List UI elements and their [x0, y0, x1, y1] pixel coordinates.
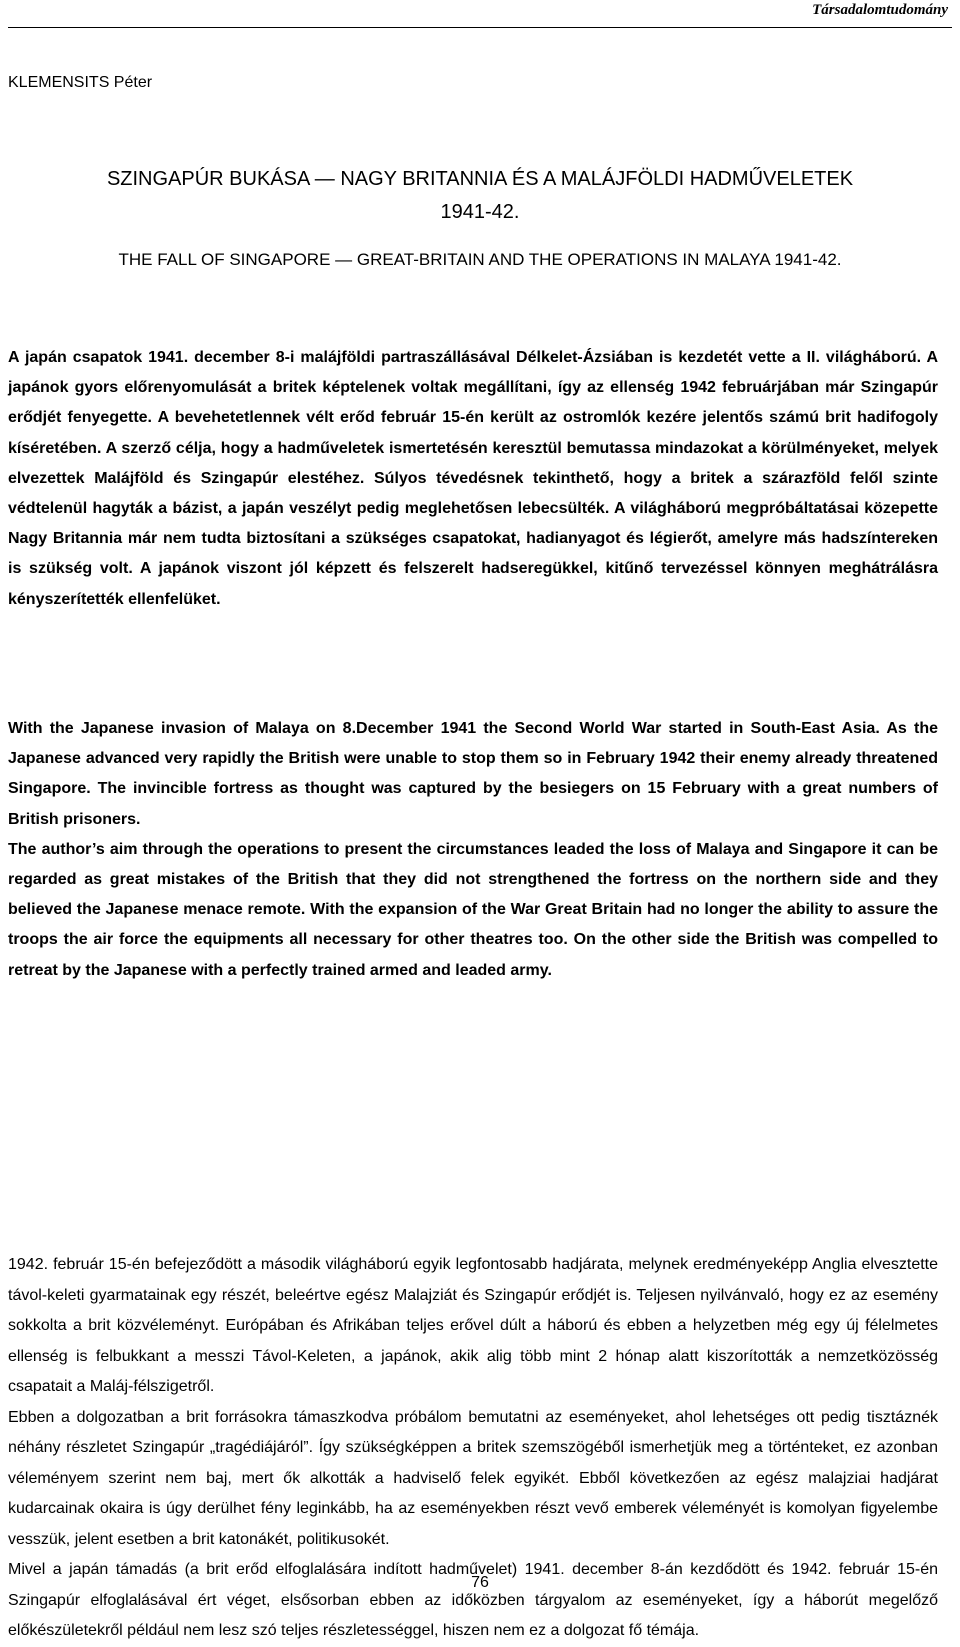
author-name: KLEMENSITS Péter [8, 74, 153, 91]
body-paragraph-2: Ebben a dolgozatban a brit forrásokra támaszkodva próbálom bemutatni az eseményeket, ahol lehetséges ott pedig tisztáznék néhány részletet Szingapúr „tragédiájáról”. Így szükségképpen a britek szemszögéből ismerhetjük meg a történteket, ez azonban véleményem szerint nem baj, mert ők alkották a hadviselő felek egyikét. Ebből következően az egész malajziai hadjárat kudarcainak okaira is úgy derülhet fény leginkább, ha az eseményekben részt vevő emberek véleményét is komolyan figyelembe vesszük, jelent esetben a brit katonákét, politikusokét. [8, 1408, 938, 1548]
abstract-english-paragraph-2: The author’s aim through the operations to present the circumstances leaded the loss of Malaya and Singapore it can be regarded as great mistakes of the British that they did not strengthened the fortress on the northern side and they believed the Japanese menace remote. With the expansion of the War Great Britain had no longer the ability to assure the troops the air force the equipments all necessary for other theatres too. On the other side the British was compelled to retreat by the Japanese with a perfectly trained armed and leaded army. [8, 840, 938, 979]
running-head: Társadalomtudomány [812, 2, 948, 18]
page-number: 76 [471, 1574, 489, 1591]
body-paragraph-1: 1942. február 15-én befejeződött a második világháború egyik legfontosabb hadjárata, melynek eredményeképp Anglia elvesztette távol-keleti gyarmatainak egy részét, beleértve egész Malajziát és Szingapúr erődjét is. Teljesen nyilvánvaló, hogy ez az esemény sokkolta a brit közvéleményt. Európában és Afrikában teljes erővel dúlt a háború és ebben a helyzetben még egy új félelmetes ellenség is felbukkant a messzi Távol-Keleten, a japánok, akik alig több mint 2 hónap alatt kiszorították a nemzetközösség csapatait a Maláj-félszigetről. [8, 1256, 938, 1395]
abstract-hungarian [8, 343, 938, 615]
abstract-english [8, 714, 938, 986]
abstract-hungarian-paragraph: A japán csapatok 1941. december 8-i malájföldi partraszállásával Délkelet-Ázsiában is kezdetét vette a II. világháború. A japánok gyors előrenyomulását a britek képtelenek voltak megállítani, így az ellenség 1942 februárjában már Szingapúr erődjét fenyegette. A bevehetetlennek vélt erőd február 15-én került az ostromlók kezére jelentős számú brit hadifogoly kíséretében. A szerző célja, hogy a hadműveletek ismertetésén keresztül bemutassa mindazokat a körülményeket, melyek elvezettek Malájföld és Szingapúr elestéhez. Súlyos tévedésnek tekinthető, hogy a britek a szárazföld felől szinte védtelenül hagyták a bázist, a japán veszélyt pedig meglehetősen lebecsülték. A világháború megpróbáltatásai közepette Nagy Britannia már nem tudta biztosítani a szükséges csapatokat, hadianyagot és légierőt, amelyre más hadszíntereken is szükség volt. A japánok viszont jól képzett és felszerelt hadseregükkel, kitűnő tervezéssel könnyen meghátrálásra kényszerítették ellenfelüket. [8, 349, 938, 608]
title-english: THE FALL OF SINGAPORE — GREAT-BRITAIN AND THE OPERATIONS IN MALAYA 1941-42. [118, 250, 842, 269]
abstract-english-paragraph-1: With the Japanese invasion of Malaya on 8.December 1941 the Second World War started in South-East Asia. As the Japanese advanced very rapidly the British were unable to stop them so in February 1942 their enemy already threatened Singapore. The invincible fortress as thought was captured by the besiegers on 15 February with a great numbers of British prisoners. [8, 720, 938, 828]
header-divider [8, 27, 952, 28]
title-hungarian [0, 163, 960, 229]
title-hungarian-line2: 1941-42. [440, 201, 520, 223]
body-paragraph-3: Mivel a japán támadás (a brit erőd elfoglalására indított hadművelet) 1941. december 8-án kezdődött és 1942. február 15-én Szingapúr elfoglalásával ért véget, elsősorban ebben az időközben tárgyalom az eseményeket, így a háborút megelőző előkészületekről például nem lesz szó teljes részletességgel, hiszen nem ez a dolgozat fő témája. [8, 1561, 938, 1639]
title-hungarian-line1: SZINGAPÚR BUKÁSA — NAGY BRITANNIA ÉS A MALÁJFÖLDI HADMŰVELETEK [106, 168, 854, 190]
